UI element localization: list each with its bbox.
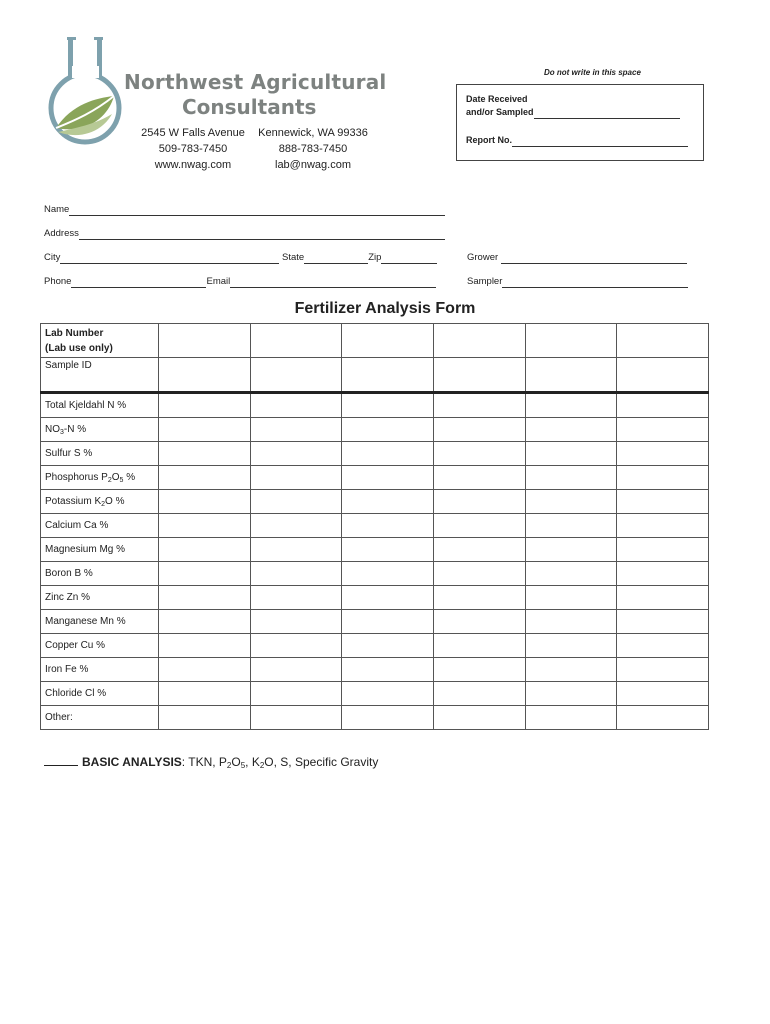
analysis-row-label: Sulfur S % <box>41 442 159 466</box>
result-cell[interactable] <box>159 658 251 682</box>
result-cell[interactable] <box>525 538 617 562</box>
result-cell[interactable] <box>617 586 709 610</box>
result-cell[interactable] <box>525 514 617 538</box>
analysis-row <box>41 490 709 514</box>
result-cell[interactable] <box>433 586 525 610</box>
company-logo-icon <box>46 36 126 152</box>
result-cell[interactable] <box>525 586 617 610</box>
result-cell[interactable] <box>525 682 617 706</box>
result-cell[interactable] <box>342 466 434 490</box>
result-cell[interactable] <box>525 466 617 490</box>
result-cell[interactable] <box>159 634 251 658</box>
result-cell[interactable] <box>342 418 434 442</box>
state-field[interactable] <box>304 253 368 264</box>
lab-number-cell[interactable] <box>617 324 709 358</box>
analysis-row-label: Chloride Cl % <box>41 682 159 706</box>
result-cell[interactable] <box>617 418 709 442</box>
analysis-row <box>41 634 709 658</box>
result-cell[interactable] <box>433 514 525 538</box>
phone-number: 509-783-7450 <box>158 143 228 155</box>
result-cell[interactable] <box>617 562 709 586</box>
result-cell[interactable] <box>433 706 525 730</box>
lab-number-cell[interactable] <box>342 324 434 358</box>
company-name-line2: Consultants <box>182 95 317 119</box>
result-cell[interactable] <box>525 706 617 730</box>
result-cell[interactable] <box>250 706 342 730</box>
result-cell[interactable] <box>159 442 251 466</box>
contact-left <box>138 125 248 173</box>
result-cell[interactable] <box>617 466 709 490</box>
sampler-label: Sampler <box>467 276 503 287</box>
city-label: City <box>44 252 61 263</box>
analysis-row <box>41 514 709 538</box>
date-sampled-label: and/or Sampled <box>466 107 534 117</box>
result-cell[interactable] <box>617 634 709 658</box>
result-cell[interactable] <box>342 658 434 682</box>
sample-id-cell[interactable] <box>433 358 525 393</box>
result-cell[interactable] <box>159 610 251 634</box>
analysis-row <box>41 706 709 730</box>
result-cell[interactable] <box>250 514 342 538</box>
office-use-note: Do not write in this space <box>544 68 641 77</box>
result-cell[interactable] <box>342 586 434 610</box>
result-cell[interactable] <box>433 658 525 682</box>
result-cell[interactable] <box>159 418 251 442</box>
result-cell[interactable] <box>342 562 434 586</box>
analysis-row <box>41 442 709 466</box>
contact-right <box>252 125 374 173</box>
analysis-row <box>41 682 709 706</box>
city-field[interactable] <box>60 253 279 264</box>
result-cell[interactable] <box>159 466 251 490</box>
city-state-zip: Kennewick, WA 99336 <box>258 127 368 139</box>
analysis-row-label: Iron Fe % <box>41 658 159 682</box>
basic-analysis-label: BASIC ANALYSIS <box>82 755 182 769</box>
address-label: Address <box>44 228 79 239</box>
basic-sub-1: 2 <box>226 761 232 770</box>
basic-text-3: , K <box>245 755 260 769</box>
result-cell[interactable] <box>617 706 709 730</box>
result-cell[interactable] <box>617 490 709 514</box>
analysis-row <box>41 610 709 634</box>
state-label: State <box>282 252 305 263</box>
result-cell[interactable] <box>433 393 525 418</box>
result-cell[interactable] <box>433 490 525 514</box>
result-cell[interactable] <box>342 514 434 538</box>
result-cell[interactable] <box>525 442 617 466</box>
basic-analysis-option <box>44 754 378 769</box>
lab-number-cell[interactable] <box>433 324 525 358</box>
analysis-row-label: Zinc Zn % <box>41 586 159 610</box>
form-title: Fertilizer Analysis Form <box>294 300 476 317</box>
result-cell[interactable] <box>159 706 251 730</box>
result-cell[interactable] <box>342 610 434 634</box>
lab-number-row <box>41 324 709 358</box>
result-cell[interactable] <box>250 538 342 562</box>
analysis-row-label: $NO_3-N$ % <box>41 418 159 442</box>
date-received-label: Date Received <box>466 94 528 104</box>
result-cell[interactable] <box>433 418 525 442</box>
basic-sub-2: 5 <box>240 761 246 770</box>
result-cell[interactable] <box>433 634 525 658</box>
result-cell[interactable] <box>433 538 525 562</box>
basic-text-4: O, S, Specific Gravity <box>264 755 379 769</box>
report-no-label: Report No. <box>466 135 512 145</box>
grower-label: Grower <box>467 252 499 263</box>
lab-number-header: Lab Number (Lab use only) <box>41 324 159 358</box>
result-cell[interactable] <box>159 514 251 538</box>
sample-id-cell[interactable] <box>525 358 617 393</box>
result-cell[interactable] <box>250 610 342 634</box>
result-cell[interactable] <box>342 442 434 466</box>
result-cell[interactable] <box>159 562 251 586</box>
company-name <box>124 70 387 119</box>
result-cell[interactable] <box>617 393 709 418</box>
result-cell[interactable] <box>159 490 251 514</box>
basic-text-1: : TKN, P <box>181 755 227 769</box>
basic-sub-3: 2 <box>259 761 265 770</box>
website: www.nwag.com <box>154 159 232 171</box>
date-received-field[interactable] <box>534 108 680 119</box>
report-no-field[interactable] <box>512 136 688 147</box>
lab-number-cell[interactable] <box>250 324 342 358</box>
analysis-row-label: Other: <box>41 706 159 730</box>
analysis-row-label: Total Kjeldahl N % <box>41 393 159 418</box>
result-cell[interactable] <box>159 393 251 418</box>
result-cell[interactable] <box>617 442 709 466</box>
basic-text-2: O <box>231 755 241 769</box>
result-cell[interactable] <box>433 442 525 466</box>
result-cell[interactable] <box>250 466 342 490</box>
result-cell[interactable] <box>617 658 709 682</box>
analysis-row-label: Manganese Mn % <box>41 610 159 634</box>
email-address: lab@nwag.com <box>275 159 351 171</box>
result-cell[interactable] <box>525 658 617 682</box>
sample-id-cell[interactable] <box>250 358 342 393</box>
analysis-row <box>41 538 709 562</box>
address-field[interactable] <box>79 229 445 240</box>
analysis-row-label: Magnesium Mg % <box>41 538 159 562</box>
grower-field[interactable] <box>501 253 687 264</box>
result-cell[interactable] <box>617 610 709 634</box>
result-cell[interactable] <box>250 393 342 418</box>
result-cell[interactable] <box>433 682 525 706</box>
result-cell[interactable] <box>433 562 525 586</box>
result-cell[interactable] <box>159 538 251 562</box>
result-cell[interactable] <box>342 393 434 418</box>
lab-number-cell[interactable] <box>525 324 617 358</box>
result-cell[interactable] <box>617 538 709 562</box>
lab-number-cell[interactable] <box>159 324 251 358</box>
result-cell[interactable] <box>250 658 342 682</box>
phone-label: Phone <box>44 276 72 287</box>
result-cell[interactable] <box>250 490 342 514</box>
analysis-row-label: Calcium Ca % <box>41 514 159 538</box>
result-cell[interactable] <box>525 393 617 418</box>
analysis-row <box>41 393 709 418</box>
zip-label: Zip <box>368 252 382 263</box>
result-cell[interactable] <box>433 466 525 490</box>
phone-number-2: 888-783-7450 <box>278 143 348 155</box>
result-cell[interactable] <box>250 586 342 610</box>
analysis-row-label: Potassium $K_2O$ % <box>41 490 159 514</box>
result-cell[interactable] <box>250 682 342 706</box>
result-cell[interactable] <box>433 610 525 634</box>
analysis-row <box>41 586 709 610</box>
zip-field[interactable] <box>381 253 437 264</box>
email-label: Email <box>206 276 231 287</box>
result-cell[interactable] <box>250 442 342 466</box>
result-cell[interactable] <box>342 634 434 658</box>
result-cell[interactable] <box>617 682 709 706</box>
result-cell[interactable] <box>525 610 617 634</box>
sample-id-cell[interactable] <box>617 358 709 393</box>
analysis-row-label: Boron B % <box>41 562 159 586</box>
sample-id-row <box>41 358 709 393</box>
office-use-box <box>456 84 704 161</box>
sample-id-header: Sample ID <box>41 358 159 393</box>
result-cell[interactable] <box>525 490 617 514</box>
result-cell[interactable] <box>617 514 709 538</box>
phone-field[interactable] <box>71 277 206 288</box>
result-cell[interactable] <box>342 706 434 730</box>
result-cell[interactable] <box>525 634 617 658</box>
result-cell[interactable] <box>250 418 342 442</box>
analysis-row-label: Copper Cu % <box>41 634 159 658</box>
sample-id-cell[interactable] <box>342 358 434 393</box>
analysis-row <box>41 418 709 442</box>
result-cell[interactable] <box>250 634 342 658</box>
result-cell[interactable] <box>342 538 434 562</box>
sampler-field[interactable] <box>502 277 688 288</box>
analysis-table <box>40 323 709 730</box>
sample-id-cell[interactable] <box>159 358 251 393</box>
analysis-row-label: Phosphorus $P_2O_5$ % <box>41 466 159 490</box>
result-cell[interactable] <box>525 562 617 586</box>
result-cell[interactable] <box>159 586 251 610</box>
analysis-row <box>41 466 709 490</box>
result-cell[interactable] <box>250 562 342 586</box>
result-cell[interactable] <box>159 682 251 706</box>
street-address: 2545 W Falls Avenue <box>141 127 245 139</box>
name-label: Name <box>44 204 70 215</box>
company-name-line1: Northwest Agricultural <box>124 70 387 94</box>
analysis-row <box>41 562 709 586</box>
result-cell[interactable] <box>342 490 434 514</box>
basic-analysis-checkbox[interactable] <box>44 754 78 766</box>
result-cell[interactable] <box>342 682 434 706</box>
result-cell[interactable] <box>525 418 617 442</box>
email-field[interactable] <box>230 277 436 288</box>
name-field[interactable] <box>69 205 445 216</box>
analysis-row <box>41 658 709 682</box>
